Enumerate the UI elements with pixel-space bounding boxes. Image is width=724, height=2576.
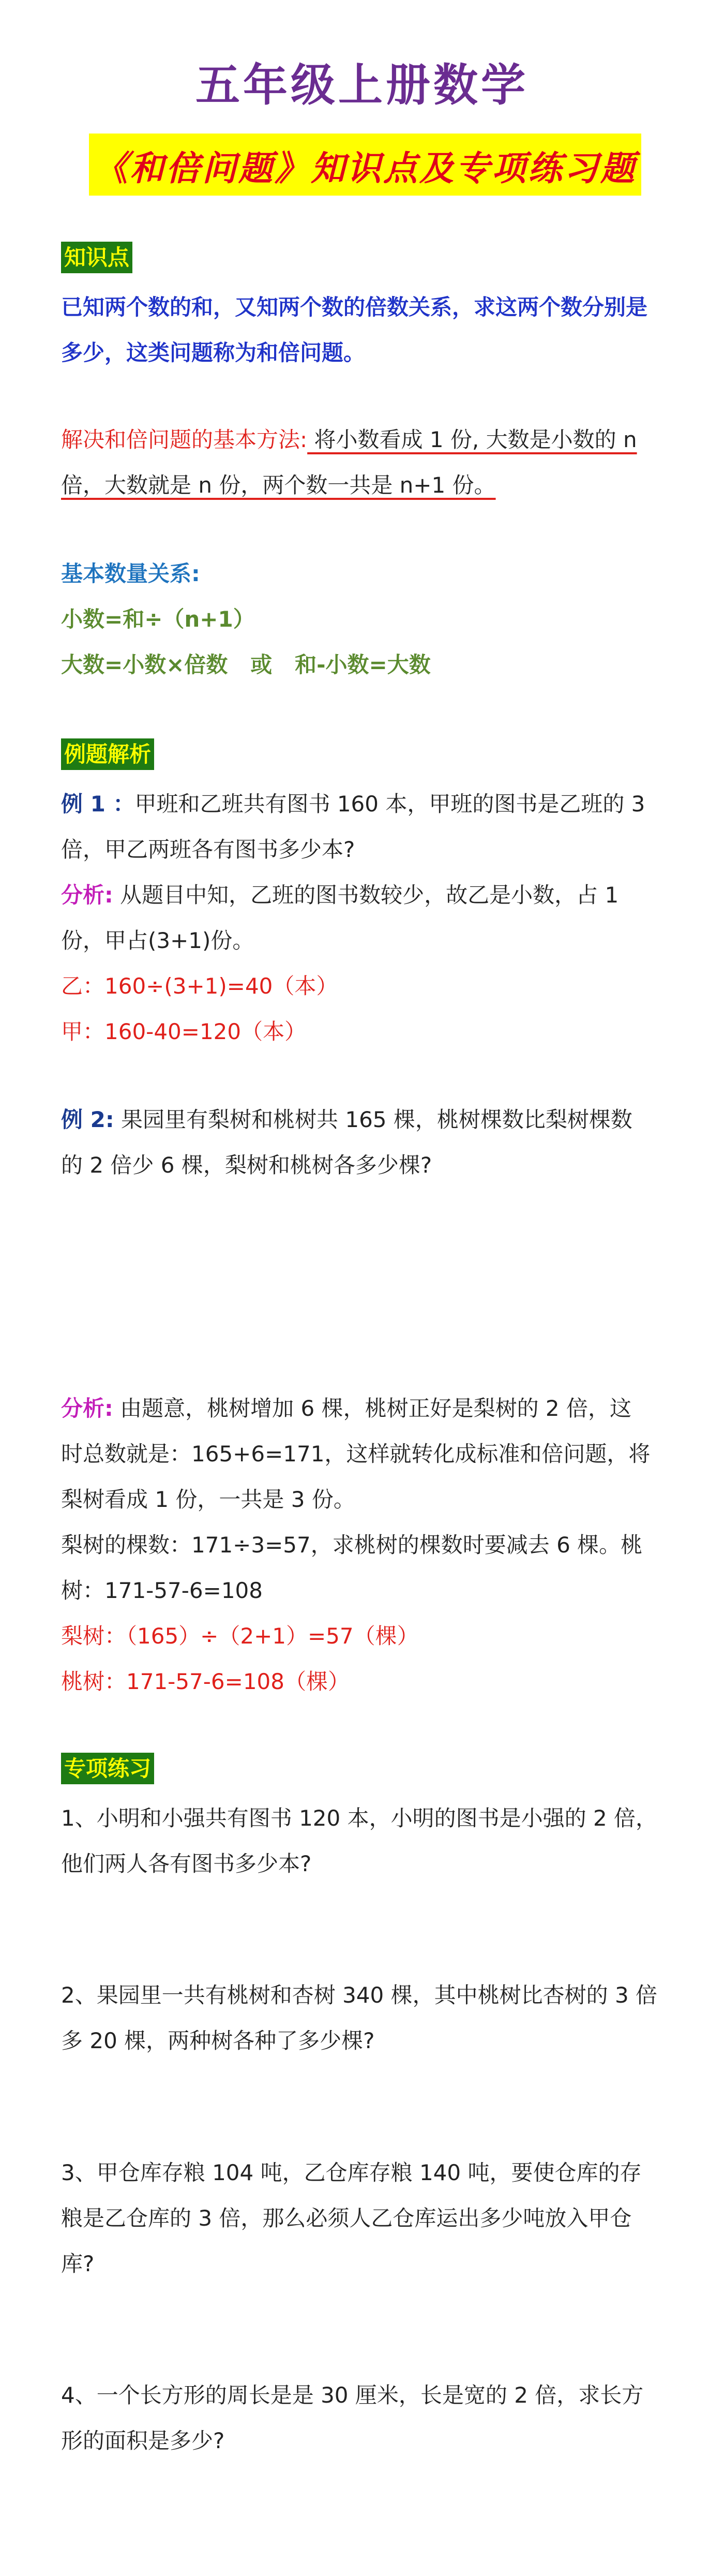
knowledge-tag-label: 知识点 xyxy=(61,242,132,273)
example-2-line-2: 的 2 倍少 6 棵，梨树和桃树各多少棵? xyxy=(61,1152,432,1178)
knowledge-line-2: 多少，这类问题称为和倍问题。 xyxy=(61,340,366,365)
method-text-2: 倍，大数就是 n 份，两个数一共是 n+1 份。 xyxy=(61,472,496,498)
practice-q4-line-2: 形的面积是多少? xyxy=(61,2428,225,2453)
example-1-text-1: 甲班和乙班共有图书 160 本，甲班的图书是乙班的 3 xyxy=(134,791,645,817)
knowledge-tag xyxy=(61,243,132,272)
examples-tag xyxy=(61,740,154,769)
example-2-analysis-1 xyxy=(61,1386,671,1431)
knowledge-line-1: 已知两个数的和，又知两个数的倍数关系，求这两个数分别是 xyxy=(61,294,648,320)
practice-q2-line-2: 多 20 棵，两种树各种了多少棵? xyxy=(61,2028,375,2053)
formula-small: 小数=和÷（n+1） xyxy=(61,606,255,632)
method-label: 解决和倍问题的基本方法: xyxy=(61,427,308,452)
practice-q3-line-1: 3、甲仓库存粮 104 吨，乙仓库存粮 140 吨，要使仓库的存 xyxy=(61,2160,642,2185)
example-2-analysis-4: 梨树的棵数：171÷3=57，求桃树的棵数时要减去 6 棵。桃 xyxy=(61,1532,643,1558)
practice-tag xyxy=(61,1754,154,1783)
example-2-answer-2: 桃树：171-57-6=108（棵） xyxy=(61,1669,350,1694)
example-1-label: 例 1 ： xyxy=(61,791,135,817)
example-2-analysis-text-1: 由题意，桃树增加 6 棵，桃树正好是梨树的 2 倍，这 xyxy=(113,1396,631,1421)
practice-q3-line-3: 库? xyxy=(61,2251,95,2276)
formula-large: 大数=小数×倍数 或 和-小数=大数 xyxy=(61,652,431,677)
method-line-2 xyxy=(61,463,671,508)
practice-q2-line-1: 2、果园里一共有桃树和杏树 340 棵，其中桃树比杏树的 3 倍 xyxy=(61,1982,658,2008)
practice-q4-line-1: 4、一个长方形的周长是是 30 厘米，长是宽的 2 倍，求长方 xyxy=(61,2382,644,2408)
example-2-label: 例 2: xyxy=(61,1107,114,1132)
method-text-1: 将小数看成 1 份, 大数是小数的 n xyxy=(307,427,637,452)
example-2-line-1 xyxy=(61,1097,671,1143)
example-2-answer-1: 梨树：（165）÷（2+1）=57（棵） xyxy=(61,1623,419,1649)
practice-q1-line-1: 1、小明和小强共有图书 120 本，小明的图书是小强的 2 倍， xyxy=(61,1805,658,1831)
example-1-line-1 xyxy=(61,781,671,827)
example-1-answer-2: 甲：160-40=120（本） xyxy=(61,1019,307,1044)
example-1-analysis-label: 分析: xyxy=(61,882,113,908)
example-2-text-1: 果园里有梨树和桃树共 165 棵，桃树棵数比梨树棵数 xyxy=(114,1107,632,1132)
method-line-1 xyxy=(61,417,671,463)
example-1-line-2: 倍，甲乙两班各有图书多少本? xyxy=(61,837,355,862)
example-1-analysis-1 xyxy=(61,872,671,918)
practice-q3-line-2: 粮是乙仓库的 3 倍，那么必须人乙仓库运出多少吨放入甲仓 xyxy=(61,2205,632,2231)
example-1-analysis-2: 份，甲占(3+1)份。 xyxy=(61,928,254,953)
example-2-analysis-3: 梨树看成 1 份，一共是 3 份。 xyxy=(61,1487,355,1512)
page-title: 五年级上册数学 xyxy=(195,60,529,111)
example-2-analysis-label: 分析: xyxy=(61,1396,113,1421)
example-2-analysis-5: 树：171-57-6=108 xyxy=(61,1578,263,1603)
example-1-analysis-text-1: 从题目中知，乙班的图书数较少，故乙是小数，占 1 xyxy=(113,882,619,908)
page-subtitle: 《和倍问题》知识点及专项练习题 xyxy=(94,148,637,188)
example-2-analysis-2: 时总数就是：165+6=171，这样就转化成标准和倍问题，将 xyxy=(61,1441,651,1467)
practice-q1-line-2: 他们两人各有图书多少本? xyxy=(61,1851,312,1876)
examples-tag-label: 例题解析 xyxy=(61,738,154,770)
example-1-answer-1: 乙：160÷(3+1)=40（本） xyxy=(61,973,338,999)
relation-heading: 基本数量关系: xyxy=(61,561,200,586)
practice-tag-label: 专项练习 xyxy=(61,1753,154,1784)
